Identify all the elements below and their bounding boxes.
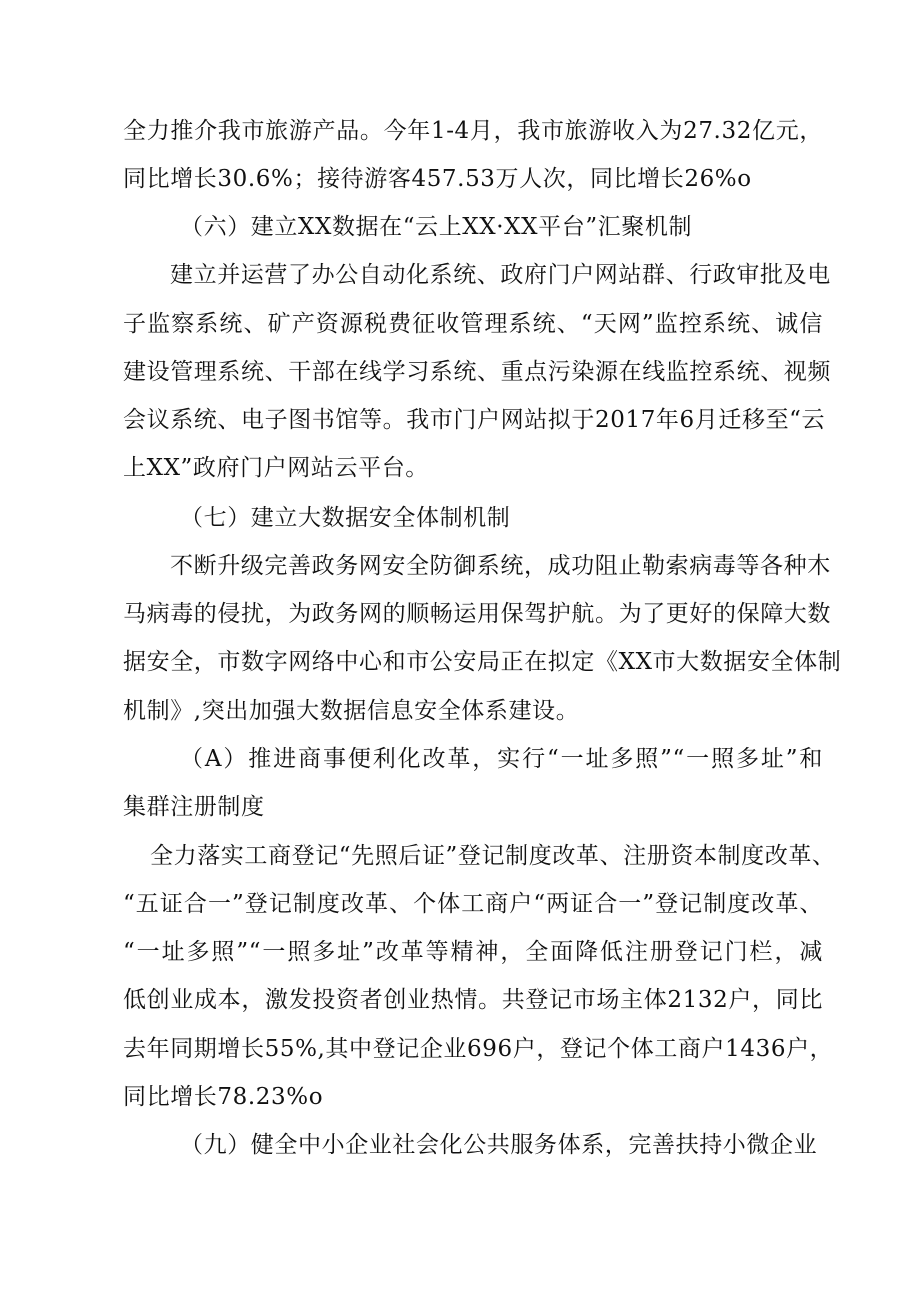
section-heading-8-cont: 集群注册制度 xyxy=(123,794,265,820)
paragraph-line: 子监察系统、矿产资源税费征收管理系统、“天网”监控系统、诚信 xyxy=(123,311,823,337)
paragraph-line: 低创业成本，激发投资者创业热情。共登记市场主体2132户，同比 xyxy=(123,987,823,1013)
paragraph-line: “一址多照”“一照多址”改革等精神，全面降低注册登记门栏，减 xyxy=(123,939,823,965)
paragraph-line: 全力推介我市旅游产品。今年1-4月，我市旅游收入为27.32亿元， xyxy=(123,118,823,144)
section-heading-9: （九）健全中小企业社会化公共服务体系，完善扶持小微企业 xyxy=(180,1132,818,1158)
paragraph-line: 机制》,突出加强大数据信息安全体系建设。 xyxy=(123,698,580,724)
paragraph-line: 会议系统、电子图书馆等。我市门户网站拟于2017年6月迁移至“云 xyxy=(123,407,826,433)
paragraph-line: 同比增长30.6%；接待游客457.53万人次，同比增长26%o xyxy=(123,166,752,192)
section-heading-8: （A）推进商事便利化改革，实行“一址多照”“一照多址”和 xyxy=(180,746,823,772)
paragraph-line: 全力落实工商登记“先照后证”登记制度改革、注册资本制度改革、 xyxy=(150,843,836,869)
paragraph-line: 去年同期增长55%,其中登记企业696户，登记个体工商户1436户， xyxy=(123,1036,834,1062)
paragraph-line: 马病毒的侵扰，为政务网的顺畅运用保驾护航。为了更好的保障大数 xyxy=(123,601,831,627)
paragraph-line: 同比增长78.23%o xyxy=(123,1084,324,1110)
section-heading-7: （七）建立大数据安全体制机制 xyxy=(180,505,511,531)
paragraph-line: 不断升级完善政务网安全防御系统，成功阻止勒索病毒等各种木 xyxy=(170,553,831,579)
paragraph-line: “五证合一”登记制度改革、个体工商户“两证合一”登记制度改革、 xyxy=(123,891,823,917)
paragraph-line: 上XX”政府门户网站云平台。 xyxy=(123,455,429,481)
paragraph-line: 建立并运营了办公自动化系统、政府门户网站群、行政审批及电 xyxy=(170,262,831,288)
section-heading-6: （六）建立XX数据在“云上XX·XX平台”汇聚机制 xyxy=(180,214,693,240)
paragraph-line: 建设管理系统、干部在线学习系统、重点污染源在线监控系统、视频 xyxy=(123,359,831,385)
paragraph-line: 据安全，市数字网络中心和市公安局正在拟定《XX市大数据安全体制 xyxy=(123,649,842,675)
